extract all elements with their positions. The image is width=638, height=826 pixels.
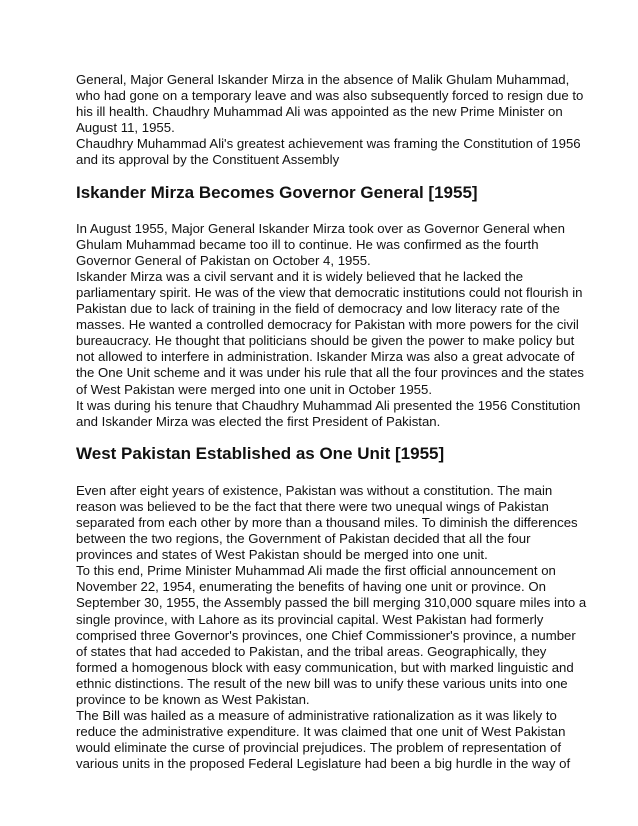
text-line: September 30, 1955, the Assembly passed the bill merging 310,000 square miles into a: [76, 595, 587, 611]
text-line: bureaucracy. He thought that politicians should be given the power to make policy but: [76, 333, 575, 349]
text-line: the One Unit scheme and it was under his rule that all the four provinces and the states: [76, 365, 585, 381]
text-line: Pakistan due to lack of training in the field of democracy and low literacy rate of the: [76, 301, 560, 317]
section-body-iskander-mirza: [76, 220, 585, 430]
text-line: and Iskander Mirza was elected the first President of Pakistan.: [76, 413, 441, 429]
section-heading-iskander-mirza: Iskander Mirza Becomes Governor General [1955]: [76, 182, 478, 202]
text-line: To this end, Prime Minister Muhammad Ali made the first official announcement on: [76, 563, 556, 579]
text-line: and its approval by the Constituent Assembly: [76, 152, 340, 168]
text-line: It was during his tenure that Chaudhry Muhammad Ali presented the 1956 Constitution: [76, 397, 581, 413]
text-line: his ill health. Chaudhry Muhammad Ali was appointed as the new Prime Minister on: [76, 104, 563, 120]
text-line: Ghulam Muhammad became too ill to continue. He was confirmed as the fourth: [76, 236, 539, 252]
text-line: between the two regions, the Government of Pakistan decided that all the four: [76, 531, 531, 547]
text-line: General, Major General Iskander Mirza in the absence of Malik Ghulam Muhammad,: [76, 72, 570, 87]
text-line: who had gone on a temporary leave and was also subsequently forced to resign due to: [76, 88, 584, 104]
text-line: various units in the proposed Federal Legislature had been a big hurdle in the way of: [76, 756, 571, 772]
text-line: Even after eight years of existence, Pakistan was without a constitution. The main: [76, 482, 553, 498]
text-line: reduce the administrative expenditure. It was claimed that one unit of West Pakistan: [76, 724, 566, 740]
text-line: Chaudhry Muhammad Ali's greatest achievement was framing the Constitution of 1956: [76, 136, 581, 152]
text-line: parliamentary spirit. He was of the view that democratic institutions could not flourish in: [76, 284, 583, 300]
text-line: August 11, 1955.: [76, 120, 175, 136]
text-line: provinces and states of West Pakistan should be merged into one unit.: [76, 547, 488, 563]
section-body-one-unit: [76, 482, 587, 773]
text-line: province to be known as West Pakistan.: [76, 692, 310, 707]
text-line: would eliminate the curse of provincial prejudices. The problem of representation of: [76, 740, 562, 756]
text-line: masses. He wanted a controlled democracy for Pakistan with more powers for the civil: [76, 317, 579, 333]
intro-paragraph: [76, 72, 584, 169]
text-line: of West Pakistan were merged into one unit in October 1955.: [76, 381, 433, 397]
section-heading-one-unit: West Pakistan Established as One Unit [1955]: [76, 443, 445, 463]
text-line: single province, with Lahore as its provincial capital. West Pakistan had formerly: [76, 611, 544, 627]
text-line: formed a homogenous block with easy communication, but with marked linguistic and: [76, 659, 574, 675]
text-line: In August 1955, Major General Iskander Mirza took over as Governor General when: [76, 220, 565, 236]
text-line: not allowed to interfere in administration. Iskander Mirza was also a great advocate of: [76, 349, 575, 365]
text-line: Governor General of Pakistan on October 4, 1955.: [76, 252, 371, 268]
text-line: of states that had acceded to Pakistan, and the tribal areas. Geographically, they: [76, 643, 547, 659]
text-line: Iskander Mirza was a civil servant and it is widely believed that he lacked the: [76, 268, 524, 284]
text-line: ethnic distinctions. The result of the new bill was to unify these various units into one: [76, 675, 568, 691]
text-line: separated from each other by more than a thousand miles. To diminish the differences: [76, 514, 578, 530]
text-line: November 22, 1954, enumerating the benefits of having one unit or province. On: [76, 579, 546, 595]
text-line: The Bill was hailed as a measure of administrative rationalization as it was likely to: [76, 708, 557, 724]
document-page: [76, 72, 587, 772]
text-line: reason was believed to be the fact that there were two unequal wings of Pakistan: [76, 498, 549, 514]
text-line: comprised three Governor's provinces, one Chief Commissioner's province, a number: [76, 627, 576, 643]
